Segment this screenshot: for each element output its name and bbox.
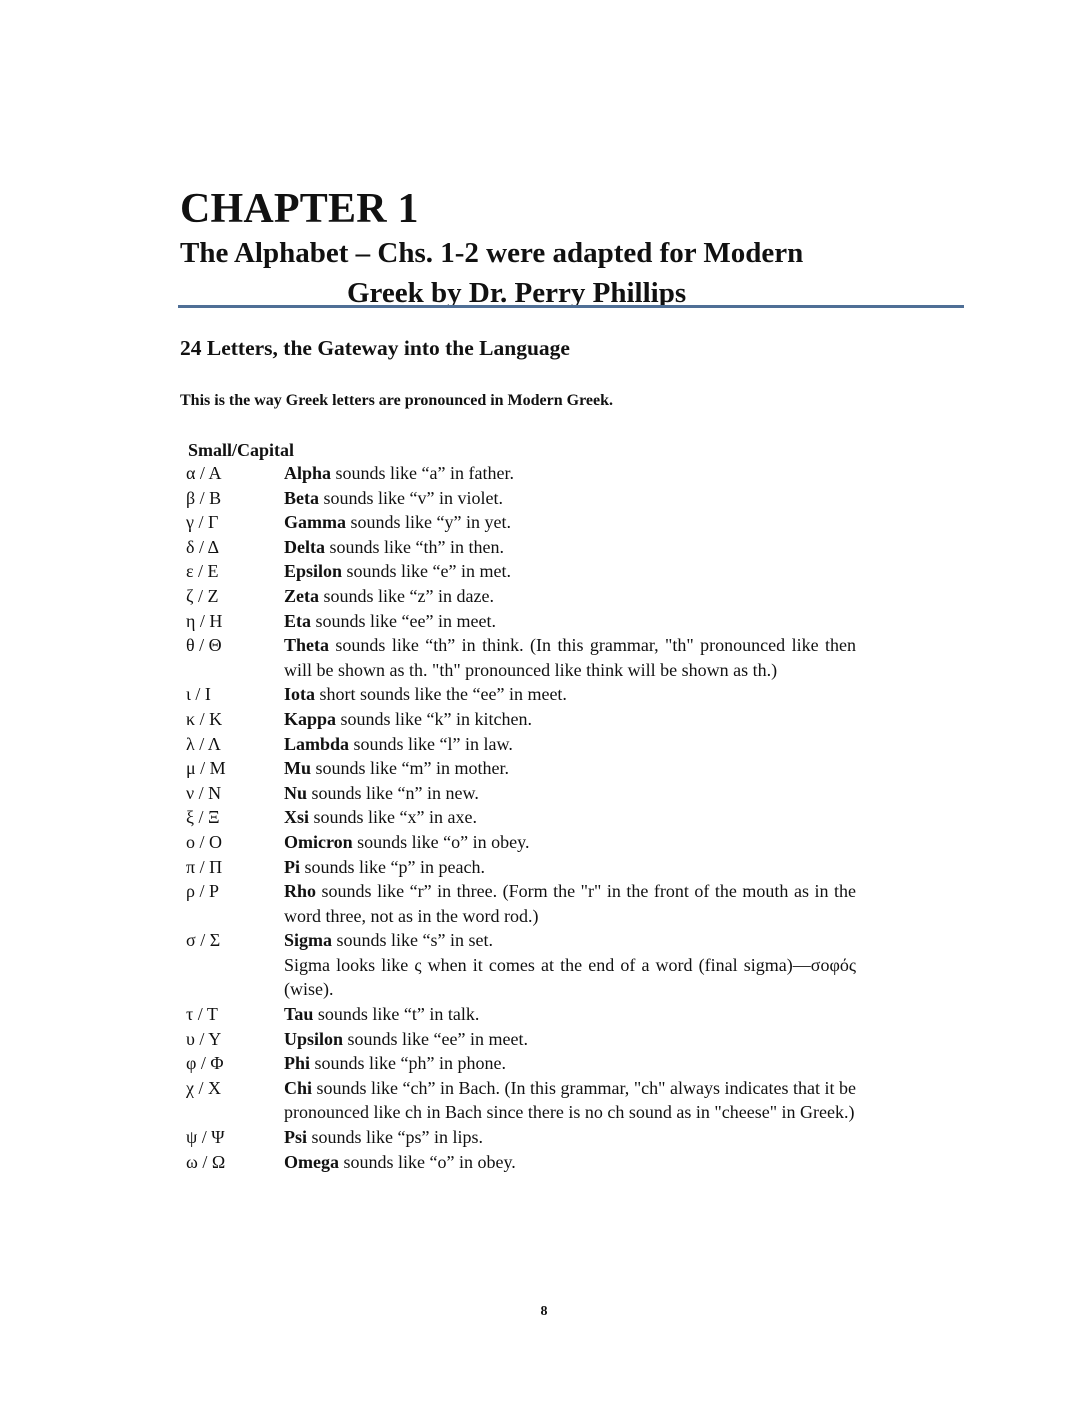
letter-pronunciation: sounds like “p” in peach.: [300, 856, 485, 877]
letter-symbol: λ / Λ: [186, 733, 221, 754]
letter-name: Zeta: [284, 585, 319, 606]
letter-description: [284, 535, 856, 560]
letter-pronunciation: sounds like “ps” in lips.: [307, 1127, 484, 1148]
letter-row: [186, 830, 856, 855]
letter-description: [284, 805, 856, 830]
letter-description: [284, 830, 856, 855]
letter-symbol: σ / Σ: [186, 930, 221, 951]
letter-row: [186, 732, 856, 757]
letter-name: Gamma: [284, 512, 346, 533]
letter-pronunciation: sounds like “ph” in phone.: [310, 1053, 506, 1074]
letter-description: [284, 510, 856, 535]
chapter-subtitle: [180, 233, 960, 313]
letter-symbol: ψ / Ψ: [186, 1127, 225, 1148]
letter-pronunciation: sounds like “n” in new.: [307, 782, 479, 803]
section-intro: This is the way Greek letters are pronounced in Modern Greek.: [180, 392, 614, 409]
letter-description: [284, 781, 856, 806]
letter-row: [186, 559, 856, 584]
letter-symbol: ξ / Ξ: [186, 807, 220, 828]
letter-pronunciation: sounds like “z” in daze.: [319, 585, 494, 606]
letter-name: Iota: [284, 684, 315, 705]
letter-row: [186, 879, 861, 928]
letter-symbol: ρ / Ρ: [186, 881, 219, 902]
letter-name: Xsi: [284, 807, 310, 828]
letter-symbol: β / Β: [186, 487, 222, 508]
letter-name: Epsilon: [284, 561, 343, 582]
letter-description: [284, 609, 856, 634]
letter-pronunciation: sounds like “o” in obey.: [338, 1151, 516, 1172]
section-heading: 24 Letters, the Gateway into the Language: [180, 336, 570, 360]
letter-pronunciation: sounds like “y” in yet.: [346, 512, 511, 533]
letter-symbol: ω / Ω: [186, 1151, 226, 1172]
letter-description: [284, 1002, 856, 1027]
letter-symbol: τ / Τ: [186, 1004, 218, 1025]
letter-symbol: υ / Υ: [186, 1028, 222, 1049]
letter-description: [284, 1150, 856, 1175]
letter-pronunciation: sounds like “k” in kitchen.: [336, 708, 532, 729]
letter-row: [186, 781, 856, 806]
letter-description: [284, 1027, 856, 1052]
letter-pronunciation: sounds like “a” in father.: [331, 463, 514, 483]
letter-name: Eta: [284, 610, 311, 631]
letter-pronunciation: sounds like “ee” in meet.: [311, 610, 496, 631]
letter-symbol: ζ / Ζ: [186, 585, 219, 606]
letter-name: Rho: [284, 881, 317, 902]
letter-row: [186, 1002, 856, 1027]
letter-description: [284, 928, 856, 1002]
letter-row: [186, 584, 856, 609]
letter-description: [284, 559, 856, 584]
letter-pronunciation: sounds like “r” in three. (Form the "r" in the front of the mouth as in the word three, not as in the word rod.): [284, 881, 861, 926]
letter-symbol: φ / Φ: [186, 1053, 224, 1074]
letter-symbol: ν / Ν: [186, 782, 222, 803]
list-header: Small/Capital: [188, 440, 295, 460]
letter-name: Delta: [284, 536, 325, 557]
letter-row: [186, 805, 856, 830]
letter-name: Nu: [284, 782, 308, 803]
letter-list: [186, 461, 861, 1174]
letter-symbol: χ / Χ: [186, 1077, 221, 1098]
letter-name: Pi: [284, 856, 300, 877]
letter-pronunciation: sounds like “s” in set.: [332, 930, 493, 951]
letter-pronunciation: sounds like “m” in mother.: [311, 758, 509, 779]
letter-row: [186, 707, 856, 732]
letter-symbol: ε / Ε: [186, 561, 219, 582]
letter-symbol: θ / Θ: [186, 635, 222, 656]
letter-name: Theta: [284, 635, 329, 656]
letter-pronunciation: sounds like “l” in law.: [349, 733, 513, 754]
letter-row: [186, 756, 856, 781]
letter-name: Chi: [284, 1077, 313, 1098]
letter-row: [186, 535, 856, 560]
letter-symbol: ι / Ι: [186, 684, 211, 705]
letter-row: [186, 682, 856, 707]
letter-symbol: ο / Ο: [186, 831, 222, 852]
letter-symbol: π / Π: [186, 856, 223, 877]
chapter-divider: [178, 305, 964, 308]
letter-description: [284, 461, 856, 486]
letter-name: Mu: [284, 758, 311, 779]
letter-row: [186, 609, 856, 634]
letter-name: Lambda: [284, 733, 350, 754]
letter-symbol: κ / Κ: [186, 708, 223, 729]
letter-name: Beta: [284, 487, 319, 508]
letter-name: Omega: [284, 1151, 339, 1172]
letter-description: [284, 1125, 856, 1150]
letter-row: [186, 633, 861, 682]
letter-pronunciation: sounds like “x” in axe.: [309, 807, 477, 828]
letter-description: [284, 732, 856, 757]
letter-row: [186, 1027, 856, 1052]
letter-row: [186, 1051, 856, 1076]
letter-pronunciation: short sounds like the “ee” in meet.: [315, 684, 567, 705]
subtitle-line-1: The Alphabet – Chs. 1-2 were adapted for Modern: [180, 237, 804, 269]
letter-symbol: η / Η: [186, 610, 223, 631]
subtitle-line-2: Greek by Dr. Perry Phillips: [347, 277, 687, 309]
page-number: 8: [540, 1304, 548, 1319]
letter-pronunciation: sounds like “ee” in meet.: [343, 1028, 528, 1049]
chapter-title: CHAPTER 1: [180, 186, 419, 232]
letter-description: [284, 1051, 856, 1076]
letter-description: [284, 707, 856, 732]
letter-row: [186, 928, 856, 1002]
letter-symbol: γ / Γ: [186, 512, 219, 533]
letter-row: [186, 486, 856, 511]
letter-name: Upsilon: [284, 1028, 344, 1049]
letter-description: [284, 633, 861, 682]
letter-symbol: α / Α: [186, 463, 222, 483]
letter-symbol: μ / Μ: [186, 758, 226, 779]
letter-name: Phi: [284, 1053, 311, 1074]
letter-name: Tau: [284, 1004, 314, 1025]
letter-row: [186, 1076, 861, 1125]
letter-description: [284, 756, 856, 781]
letter-note: Sigma looks like ς when it comes at the end of a word (final sigma)—σοφός (wise).: [284, 954, 856, 1000]
letter-description: [284, 1076, 861, 1125]
letter-description: [284, 682, 856, 707]
letter-pronunciation: sounds like “e” in met.: [342, 561, 512, 582]
letter-pronunciation: sounds like “ch” in Bach. (In this grammar, "ch" always indicates that it be pronounced like ch in Bach since there is no ch sound as in "cheese" in Greek.): [284, 1077, 861, 1123]
letter-pronunciation: sounds like “th” in then.: [324, 536, 504, 557]
letter-name: Kappa: [284, 708, 337, 729]
letter-row: [186, 461, 856, 486]
letter-description: [284, 879, 861, 928]
letter-row: [186, 1125, 856, 1150]
letter-name: Omicron: [284, 831, 353, 852]
letter-description: [284, 486, 856, 511]
letter-name: Alpha: [284, 463, 332, 483]
letter-symbol: δ / Δ: [186, 536, 220, 557]
letter-row: [186, 510, 856, 535]
letter-pronunciation: sounds like “v” in violet.: [319, 487, 503, 508]
letter-description: [284, 855, 856, 880]
letter-name: Psi: [284, 1127, 308, 1148]
letter-description: [284, 584, 856, 609]
letter-pronunciation: sounds like “t” in talk.: [313, 1004, 480, 1025]
letter-row: [186, 1150, 856, 1175]
letter-pronunciation: sounds like “th” in think. (In this grammar, "th" pronounced like then will be shown as th. "th" pronounced like think will be shown as th.): [284, 635, 861, 680]
letter-pronunciation: sounds like “o” in obey.: [352, 831, 530, 852]
letter-row: [186, 855, 856, 880]
letter-name: Sigma: [284, 930, 333, 951]
